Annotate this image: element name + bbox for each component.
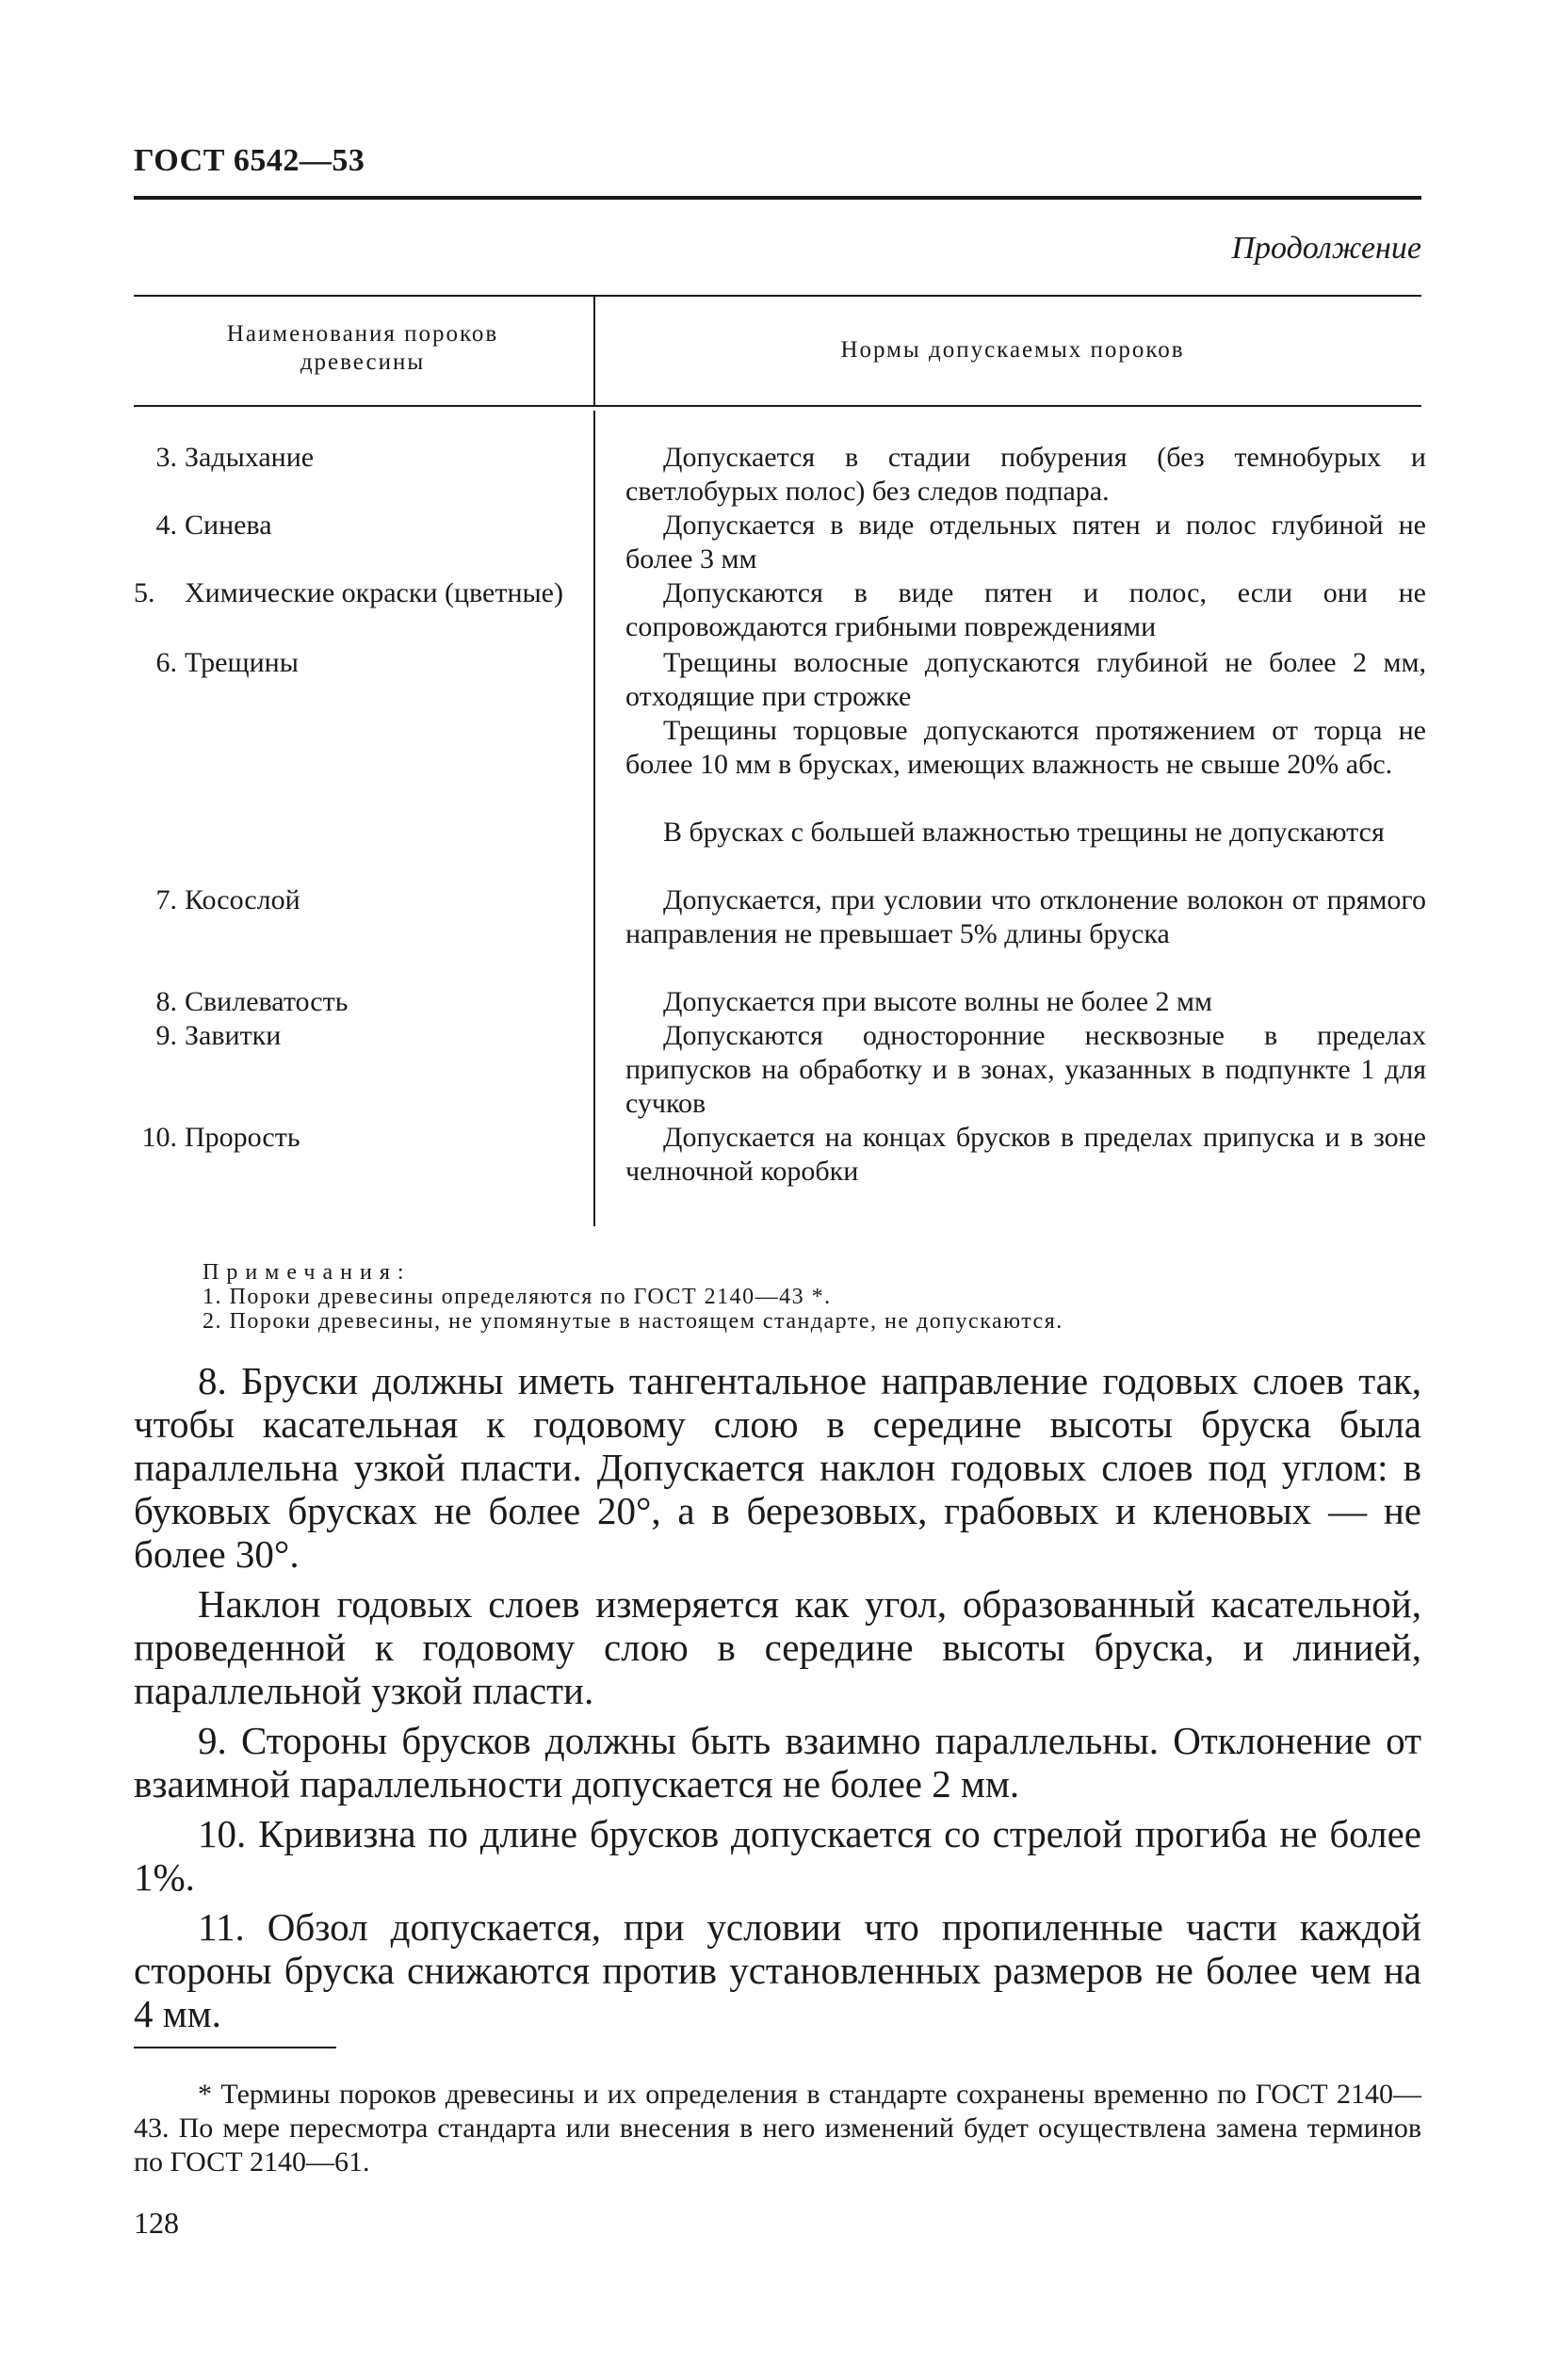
table-top-rule xyxy=(134,295,1421,297)
table-row-name: 5. Химические окраски (цветные) xyxy=(134,577,563,608)
table-row-norm: В брусках с большей влажностью трещины не допускаются xyxy=(663,817,1385,848)
footnote: * Термины пороков древесины и их определения в стандарте сохранены временно по ГОСТ 2140—43. По мере пересмотра стандарта или внесения в него изменений будет осуществлена замена терминов по ГОСТ 2140—61. xyxy=(134,2079,1421,2178)
table-row-norm: Допускаются односторонние несквозные в пределах припусков на обработку и в зонах, указанных в подпункте 1 для сучков xyxy=(625,1020,1426,1119)
table-row-name: 7. Косослой xyxy=(155,884,300,915)
col-header-defect-name: Наименования пороков древесины xyxy=(226,321,499,375)
table-row-norm: Допускается, при условии что отклонение волокон от прямого направления не превышает 5% длины бруска xyxy=(625,884,1426,949)
document-code: ГОСТ 6542—53 xyxy=(134,143,365,178)
paragraph-11: 11. Обзол допускается, при условии что пропиленные части каждой стороны бруска снижаются против установленных размеров не более чем на 4 мм. xyxy=(134,1905,1421,2035)
table-row-name: 6. Трещины xyxy=(155,647,299,678)
table-row-norm: Допускаются в виде пятен и полос, если они не сопровождаются грибными повреждениями xyxy=(625,577,1426,642)
note-item: 2. Пороки древесины, не упомянутые в настоящем стандарте, не допускаются. xyxy=(203,1309,1063,1334)
table-row-name: 4. Синева xyxy=(155,510,272,541)
table-row-name: 10. Прорость xyxy=(141,1122,300,1153)
table-row-name: 9. Завитки xyxy=(155,1020,282,1051)
footnote-rule xyxy=(134,2047,336,2048)
paragraph-9: 9. Стороны брусков должны быть взаимно параллельны. Отклонение от взаимной параллельности допускается не более 2 мм. xyxy=(134,1719,1421,1805)
notes-block xyxy=(203,1260,1063,1334)
header-rule xyxy=(134,196,1421,200)
note-item: 1. Пороки древесины определяются по ГОСТ 2140—43 *. xyxy=(203,1285,832,1309)
table-header-rule xyxy=(134,405,1421,407)
table-row-norm: Допускается в виде отдельных пятен и полос глубиной не более 3 мм xyxy=(625,510,1426,575)
table-row-norm: Допускается в стадии побурения (без темнобурых и светлобурых полос) без следов подпара. xyxy=(625,442,1426,507)
table-header-divider xyxy=(593,295,595,405)
col-header-norms: Нормы допускаемых пороков xyxy=(840,337,1185,363)
continuation-label: Продолжение xyxy=(1231,231,1421,266)
page-number: 128 xyxy=(134,2206,179,2240)
table-row-name: 8. Свилеватость xyxy=(155,986,349,1017)
notes-title: Примечания: xyxy=(203,1260,412,1285)
table-row-norm: Допускается на концах брусков в пределах припуска и в зоне челночной коробки xyxy=(625,1122,1426,1187)
paragraph-8-continuation: Наклон годовых слоев измеряется как угол, образованный касательной, проведенной к годовому слою в середине высоты бруска, и линией, параллельной узкой пласти. xyxy=(134,1582,1421,1712)
table-row-norm: Трещины волосные допускаются глубиной не более 2 мм, отходящие при строжке xyxy=(625,647,1426,712)
paragraph-8: 8. Бруски должны иметь тангентальное направление годовых слоев так, чтобы касательная к годовому слою в середине высоты бруска была параллельна узкой пласти. Допускается наклон годовых слоев под углом: в буковых брусках не более 20°, а в березовых, грабовых и кленовых — не более 30°. xyxy=(134,1359,1421,1576)
table-body-divider xyxy=(593,411,595,1226)
table-row-name: 3. Задыхание xyxy=(155,442,315,473)
table-row-norm: Допускается при высоте волны не более 2 мм xyxy=(663,986,1213,1017)
paragraph-10: 10. Кривизна по длине брусков допускается со стрелой прогиба не более 1%. xyxy=(134,1812,1421,1899)
table-row-norm: Трещины торцовые допускаются протяжением от торца не более 10 мм в брусках, имеющих влажность не свыше 20% абс. xyxy=(625,715,1426,780)
body-paragraphs xyxy=(134,1359,1421,2042)
